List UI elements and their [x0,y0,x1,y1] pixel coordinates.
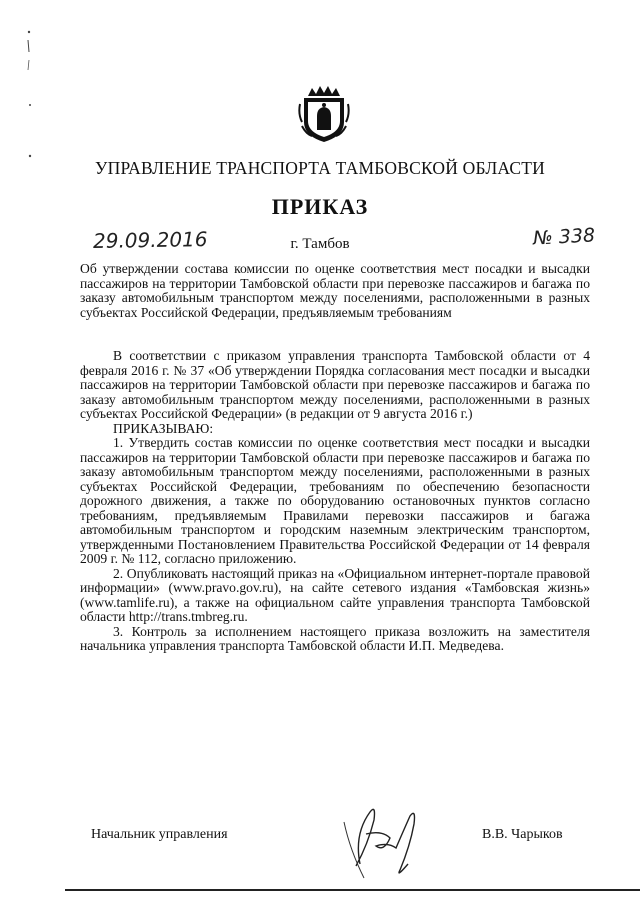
document-type-title: ПРИКАЗ [271,194,369,219]
department-name: УПРАВЛЕНИЕ ТРАНСПОРТА ТАМБОВСКОЙ ОБЛАСТИ [95,158,545,178]
order-item-3: 3. Контроль за исполнением настоящего приказа возложить на заместителя начальника управления транспорта Тамбовской области И.П. Медведева. [80,623,590,653]
signatory-name: В.В. Чарыков [482,827,563,842]
preamble-paragraph: В соответствии с приказом управления транспорта Тамбовской области от 4 февраля 2016 г. № 37 «Об утверждении Порядка согласования мест посадки и высадки пассажиров на территории Тамбовской области при перевозке пассажиров и багажа по заказу автомобильным транспортом между поселениями, расположенными в разных субъектах Российской Федерации» (в редакции от 9 августа 2016 г.) [80,348,590,421]
handwritten-date: 29.09.2016 [92,227,208,253]
signature-block [0,800,640,890]
order-item-1: 1. Утвердить состав комиссии по оценке соответствия мест посадки и высадки пассажиров на территории Тамбовской области при перевозке пассажиров и багажа по заказу автомобильным транспортом между поселениями, расположенными в разных субъектах Российской Федерации, требованиям по обеспечению безопасности дорожного движения, а также по оборудованию остановочных пунктов согласно требованиям, предъявляемым Правилами перевозки пассажиров и багажа автомобильным транспортом и городским наземным электрическим транспортом, утвержденными Постановлением Правительства Российской Федерации от 14 февраля 2009 г. № 112, согласно приложению. [80,435,590,566]
scan-edge-marks [26,30,34,160]
bottom-rule [65,889,640,891]
city-line: г. Тамбов [290,236,350,252]
handwritten-signature [330,794,450,884]
handwritten-number: № 338 [532,224,596,250]
signatory-title: Начальник управления [91,827,228,842]
coat-of-arms-icon [298,82,350,144]
order-subject: Об утверждении состава комиссии по оценке соответствия мест посадки и высадки пассажиров на территории Тамбовской области при перевозке пассажиров и багажа по заказу автомобильным транспортом между поселениями, расположенными в разных субъектах Российской Федерации, предъявляемым требованиям [80,261,590,320]
order-body [80,349,590,654]
order-word: ПРИКАЗЫВАЮ: [113,420,214,436]
order-item-2: 2. Опубликовать настоящий приказ на «Официальном интернет-портале правовой информации» (www.pravo.gov.ru), на сайте сетевого издания «Тамбовская жизнь» (www.tamlife.ru), а также на официальном сайте управления транспорта Тамбовской области http://trans.tmbreg.ru. [80,565,590,624]
